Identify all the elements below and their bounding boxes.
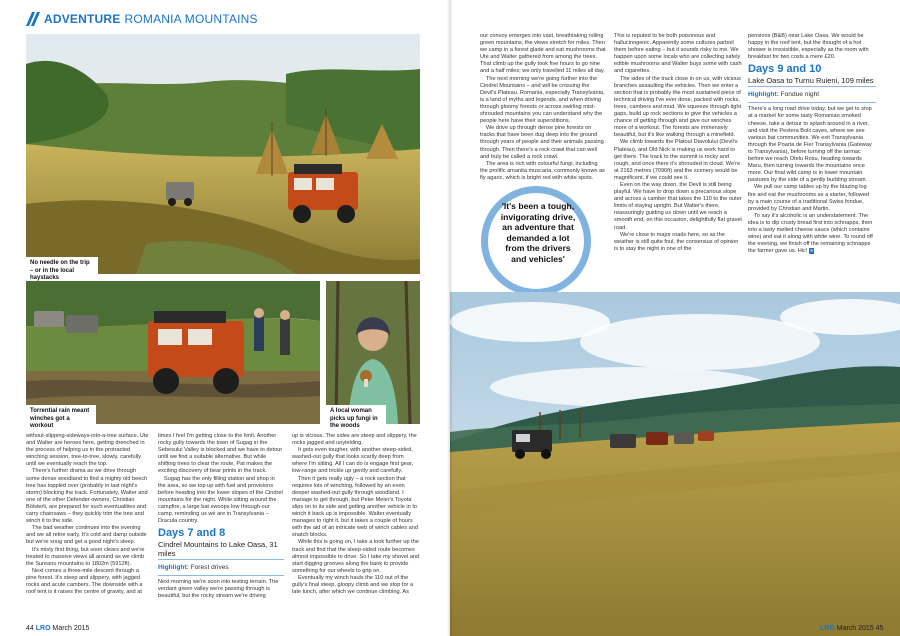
paragraph: Eventually my winch hauls the 110 out of the gully's final steep, gloopy climb and we stop for a late lunch, after which we continue climbing. As [292,574,414,596]
caption-local-woman [326,405,386,434]
caption-text: Torrential rain meant winches got a workout [30,408,90,429]
paragraph: This is reputed to be both poisonous and hallucinogenic. Apparently some cultures parboil them before eating – but it sounds risky to me. We happen upon some locals who are collecting safely edible mushrooms and Walter buys some with cash and cigarettes. [614,33,742,75]
divider [158,575,284,576]
issue-date: March 2015 [52,625,90,632]
paragraph: It gets even tougher, with another steep-sided, washed-out gully that looks scarily deep from where I'm sitting. All I can do is engage first gear, low-range and trickle up gently and carefully. [292,447,414,475]
paragraph: We're close to major roads here, so as the weather is still quite foul, the consensus of opinion is to stay the night in one of the [614,231,739,252]
days-9-10-heading: Days 9 and 10 [748,63,822,76]
paragraph: The area is rich with colourful fungi, including the prolific amanita muscaria, commonly known as fly agaric, which is bright red with white spots. [480,160,605,181]
highlight-value: Fondue night [780,91,820,99]
caption-text: A local woman picks up fungi in the woods [330,408,378,429]
paragraph: pensions (B&B) near Lake Oasa. We would be happy in the roof tent, but the thought of a hot shower is irresistible, especially as the room with breakfast for two costs a mere £20. [748,33,869,61]
brand: LRO [820,625,835,632]
right-column-1 [480,33,606,201]
right-column-3 [748,33,876,283]
paragraph: Sugag has the only filling station and shop in the area, so we top up with fuel and provisions before heading into the lower slopes of the Cindrel mountains for the night. While sitting around the campfire, a large bat swoops low through our camp, reminding us we are in Transylvania – Dracula country. [158,475,283,525]
continue-marker: » [809,248,814,255]
pull-quote: 'It's been a tough, invigorating drive, an adventure that demanded a lot from the drivers and vehicles' [500,201,576,264]
paragraph: We climb towards the Platoul Diavolului (Devil's Plateau), and Old Nick is making us work hard to get there. The track to the summit is rocky and rough, and once there it's shrouded in cloud. We're at 2163 metres (7096ft) and the scenery would be magnificent, if we could see it. [614,139,741,181]
chevron-stripes-icon [26,12,40,26]
divider [748,102,876,103]
paragraph: There's a long road drive today, but we get to stop at a market for some tasty Romanian smoked cheese, take a detour to splash around in a river, and visit the Pestera Bolii caves, where we see various bat communities. We exit Transylvania through the Poarta de Fier Transylvania (Gateway to Transylvania), before turning off the tarmac before we reach Otelu Rosu, heading towards Maru, then turning towards the mountains once more. Our final wild camp is in lower mountain pastures by the side of a gently burbling stream. [748,106,872,184]
days-7-8-heading: Days 7 and 8 [158,527,226,540]
page-number: 44 [26,625,34,632]
left-column-1 [26,433,150,623]
days-7-8-route: Cindrel Mountains to Lake Oasa, 31 miles [158,540,278,559]
paragraph: While this is going on, I take a look further up the track and find that the steep-sided route becomes almost impossible to drive. So I take my shovel and start digging grooves along the bank to provide something for our wheels to grip on. [292,539,420,574]
paragraph: The next morning we're going further into the Cindrel Mountains – and will be crossing the Devil's Plateau. Romania, especially Transylvania, is a land of myths and legends, and when driving through gloomy forests or across swirling mist-shrouded mountains you can understand why the people here have their superstitions. [480,75,605,125]
torrential-rain-photo [26,281,320,424]
paragraph: It's misty first thing, but soon clears and we're treated to massive views all around as we climb the Sureanu mountains to 1802m (5912ft). [26,546,145,567]
left-column-2 [158,433,284,623]
highlight-label: Highlight: [158,564,189,572]
paragraph: Next morning we're soon into testing terrain. The verdant green valley we're passing through is beautiful, but the rocky stream we're driving [158,579,279,600]
days-7-8-highlight [158,563,284,573]
section-kicker: ADVENTURE [44,12,121,26]
caption-text: No needle on the trip – or in the local haystacks [30,260,90,281]
haystacks-photo [26,34,420,274]
mountain-convoy-photo [450,292,900,636]
left-folio [26,625,89,632]
paragraph: Even on the way down, the Devil is still being playful. We have to drop down a precarious slope and across a camber that takes the 110 to the outer limits of staying upright. But Walter's there, reassuringly guiding us down until we reach a smooth end, on this occasion, delightfully flat gravel road. [614,181,742,231]
highlight-value: Forest drives [190,564,229,572]
paragraph: We drive up through dense pine forests on tracks that have been dug deep into the ground through years of people and their animals passing through. Then there's a rock crawl that can well and truly be called a rock crawl. [480,125,604,160]
page-number: 45 [875,625,884,632]
paragraph: We pull our camp tables up by the blazing log fire and eat the mushrooms as a starter, followed by a main course of a traditional Swiss fondue, provided by Christian and Martin. [748,184,869,212]
paragraph: The sides of the track close in on us, with vicious branches assaulting the vehicles. Then we enter a section that is probably the most sustained piece of technical driving I've ever done, packed with rocks, trees, cambers and mud. We squeeze through tight gaps, build up rock sections to give the vehicles a chance of getting through and give our winches more of a workout. The forests are immensely beautiful, but it's like walking through a minefield. [614,75,742,139]
highlight-label: Highlight: [748,91,779,99]
divider [748,86,876,87]
paragraph [748,213,876,256]
right-folio [820,625,883,632]
brand: LRO [35,625,51,632]
paragraph: Then it gets really ugly – a rock section that requires lots of winching, followed by an even deeper washed-out gully through woodland. I manage to get through, but Peter Meier's Toyota slips on to its side and getting another vehicle in to winch it back up is impossible. Walter eventually manages to right it, but it takes a couple of hours with the aid of an intricate web of winch cables and snatch blocks. [292,475,418,539]
paragraph: our convoy emerges into vast, breathtaking rolling green mountains, the views stretch for miles. Then we camp in a forest glade and eat mushrooms that Ute and Walter gathered from among the trees. That climb up the gully took five hours to go nine and a half miles; we only travelled 11 miles all day. [480,33,606,75]
caption-torrential [26,405,96,434]
paragraph: up is vicious. The sides are steep and slippery, the rocks jagged and unyielding. [292,433,417,447]
issue-date: March 2015 [836,625,874,632]
left-column-3 [292,433,420,623]
divider [158,559,284,560]
paragraph-text: To say it's alcoholic is an understatement. The idea is to dip crusty bread first into schnapps, then into a tasty melted cheese sauce (which contains wine) and eat it along with white wine. To round off the evening, we finish off the remaining schnapps the farmer gave us. Hic! [748,212,873,255]
spine-gutter [447,0,453,636]
paragraph: The bad weather continues into the evening and we all retire early. It's cold and damp outside but we're snug and get a good night's sleep. [26,525,147,546]
paragraph: times I feel I'm getting close to the limit. Another rocky gully towards the town of Sugag in the Sebesului Valley is blocked and we have to detour until we find a suitable alternative. But while shifting trees to clear the route, Pat makes the exciting discovery of bear prints in the track. [158,433,283,475]
paragraph: There's further drama as we drive through some dense woodland to find a mighty old beech tree has toppled over (probably in last night's storm) blocking the track. Fortunately, Walter and one of the other Defender owners, Christian Bölsterli, are prepared for such eventualities and carry chainsaws – they quickly trim the tree and winch it to the side. [26,468,148,525]
local-woman-photo [326,281,420,424]
paragraph: without-slipping-sideways-into-a-tree surface. Ute and Walter are heroes here, getting drenched in the process of helping us in the protracted winching session, tree-to-tree, slowly, carefully until we eventually reach the top. [26,433,149,468]
days-9-10-route: Lake Oasa to Turnu Ruieni, 109 miles [748,76,874,86]
right-column-2 [614,33,742,283]
section-header [26,11,258,27]
section-title: ROMANIA MOUNTAINS [124,12,258,26]
days-9-10-highlight [748,90,876,100]
paragraph: Next comes a three-mile descent through a pine forest. It's steep and slippery, with jagged rocks and acute cambers. The downside with a roof tent is it raises the centre of gravity, and at [26,567,143,596]
